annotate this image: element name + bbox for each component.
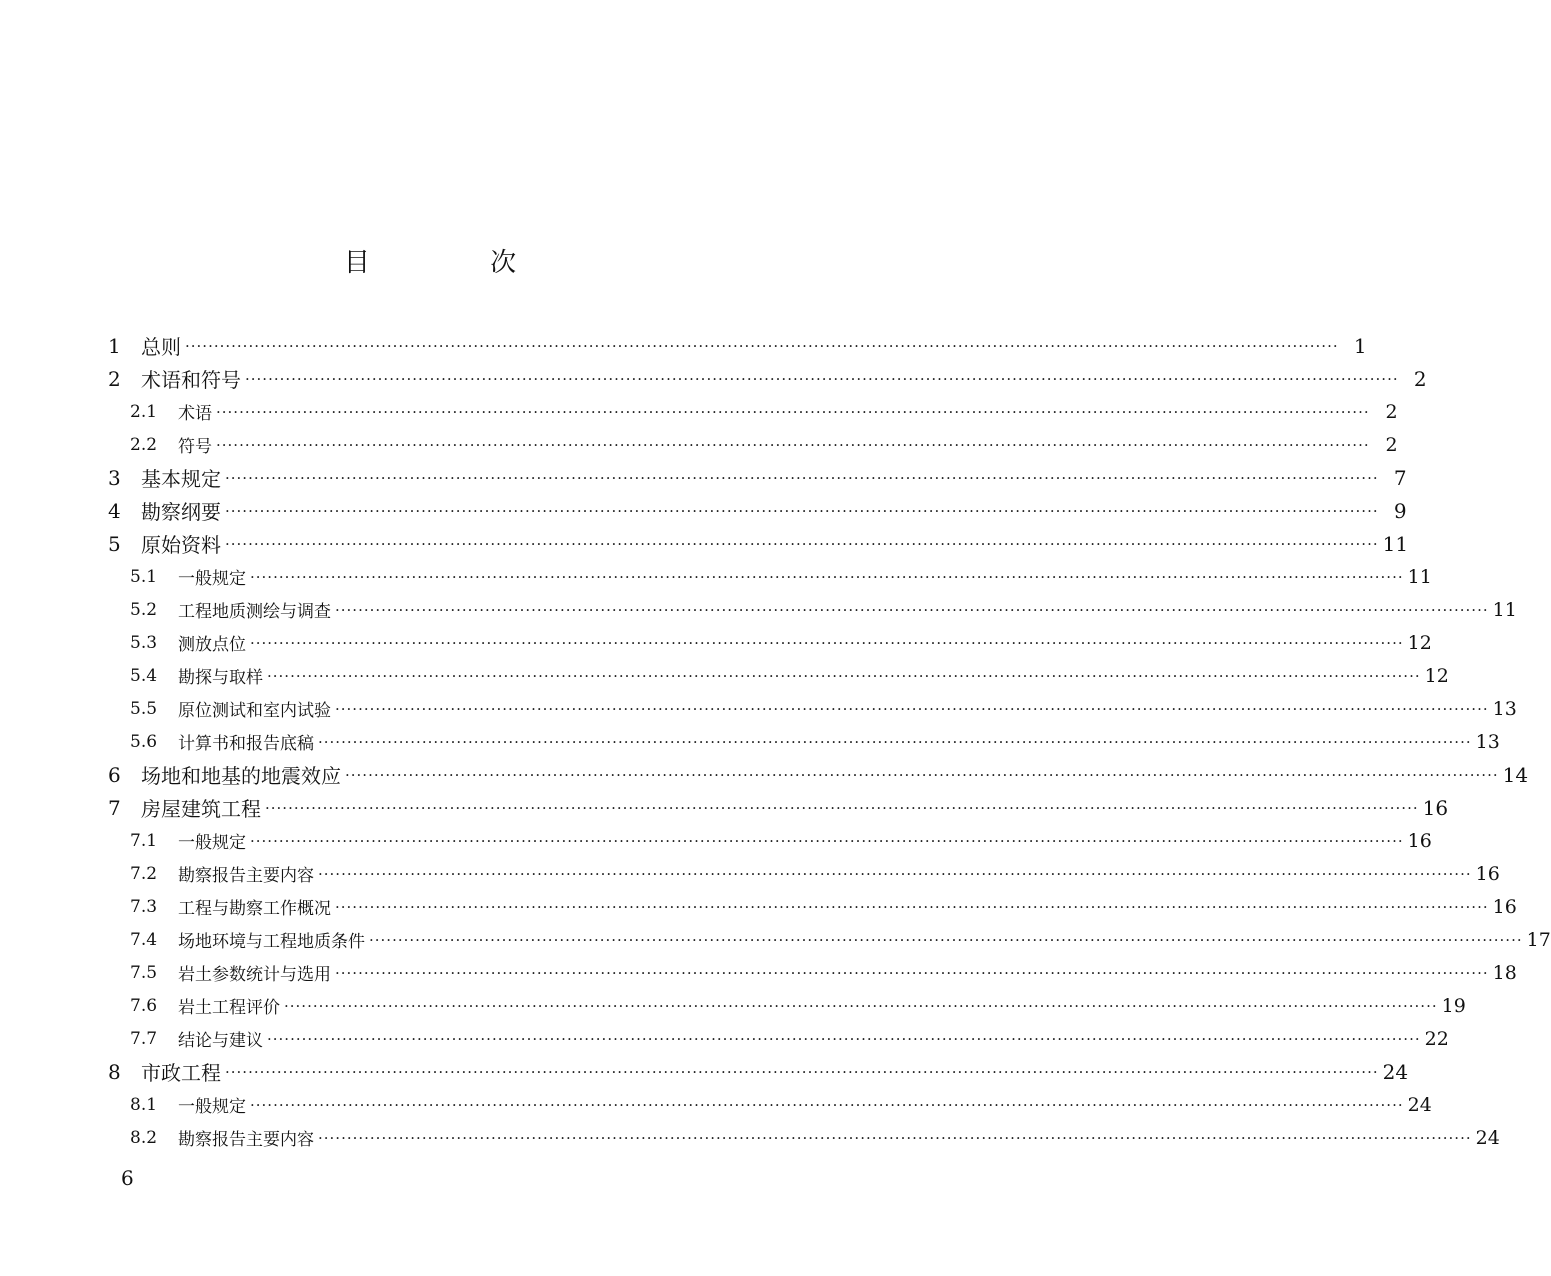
toc-entry-page: 9 (1393, 498, 1407, 523)
toc-leader-dots: ········································································································································································································ (335, 600, 1489, 619)
toc-entry-page: 24 (1407, 1093, 1432, 1116)
toc-entry-page: 16 (1492, 895, 1517, 918)
toc-entry-label: 岩土工程评价 (178, 998, 280, 1018)
toc-entry-page: 11 (1492, 598, 1517, 621)
toc-entry-label: 结论与建议 (178, 1031, 263, 1051)
toc-leader-dots: ········································································································································································································ (335, 897, 1489, 916)
toc-entry-page: 13 (1475, 730, 1500, 753)
toc-leader-dots: ········································································································································································································ (265, 798, 1419, 817)
toc-entry-label: 原始资料 (141, 533, 221, 557)
toc-entry-label: 勘察报告主要内容 (178, 866, 314, 886)
toc-entry-number: 7 (108, 795, 121, 820)
toc-title: 目 次 (343, 248, 573, 278)
toc-entry-number: 8.2 (130, 1127, 158, 1148)
toc-entry-number: 8 (108, 1059, 121, 1084)
toc-entry-label: 一般规定 (178, 569, 246, 589)
toc-entry-page: 2 (1413, 366, 1427, 391)
toc-entry-number: 5.6 (130, 731, 158, 752)
toc-entry-number: 7.6 (130, 995, 158, 1016)
toc-entry-label: 符号 (178, 437, 212, 457)
toc-entry[interactable] (108, 857, 1500, 890)
toc-entry-label: 一般规定 (178, 833, 246, 853)
toc-entry[interactable] (108, 527, 1409, 560)
toc-entry[interactable] (108, 494, 1407, 527)
toc-entry-label: 测放点位 (178, 635, 246, 655)
toc-entry-label: 原位测试和室内试验 (178, 701, 331, 721)
toc-entry[interactable] (108, 758, 1529, 791)
toc-entry-page: 22 (1424, 1027, 1449, 1050)
toc-entry-label: 术语 (178, 404, 212, 424)
toc-leader-dots: ········································································································································································································ (185, 336, 1339, 355)
toc-entry-page: 12 (1407, 631, 1432, 654)
toc-entry-number: 5 (108, 531, 121, 556)
toc-entry-label: 场地和地基的地震效应 (141, 764, 341, 788)
toc-entry[interactable] (108, 329, 1367, 362)
toc-entry-page: 16 (1407, 829, 1432, 852)
toc-entry-page: 11 (1407, 565, 1432, 588)
toc-entry-number: 5.1 (130, 566, 158, 587)
toc-entry-page: 2 (1385, 433, 1398, 456)
toc-entry[interactable] (108, 1088, 1432, 1121)
toc-entry[interactable] (108, 890, 1517, 923)
toc-entry-label: 术语和符号 (141, 368, 241, 392)
toc-leader-dots: ········································································································································································································ (216, 435, 1370, 454)
toc-entry-label: 工程地质测绘与调查 (178, 602, 331, 622)
toc-entry-number: 7.2 (130, 863, 158, 884)
toc-entry-number: 7.7 (130, 1028, 158, 1049)
toc-leader-dots: ········································································································································································································ (318, 1128, 1472, 1147)
toc-leader-dots: ········································································································································································································ (225, 1062, 1379, 1081)
toc-entry[interactable] (108, 362, 1427, 395)
page-number: 6 (121, 1166, 134, 1190)
toc-entry[interactable] (108, 461, 1407, 494)
toc-entry-number: 7.5 (130, 962, 158, 983)
toc-entry[interactable] (108, 824, 1432, 857)
toc-entry-number: 2.1 (130, 401, 158, 422)
toc-leader-dots: ········································································································································································································ (250, 1095, 1404, 1114)
toc-entry-page: 11 (1382, 531, 1409, 556)
toc-entry-page: 24 (1382, 1059, 1409, 1084)
toc-leader-dots: ········································································································································································································ (225, 534, 1379, 553)
toc-entry[interactable] (108, 593, 1517, 626)
toc-entry[interactable] (108, 659, 1449, 692)
toc-leader-dots: ········································································································································································································ (267, 666, 1421, 685)
toc-entry-number: 6 (108, 762, 121, 787)
toc-entry-number: 5.3 (130, 632, 158, 653)
toc-entry-page: 17 (1526, 928, 1551, 951)
toc-entry[interactable] (108, 626, 1432, 659)
toc-entry-label: 市政工程 (141, 1061, 221, 1085)
toc-leader-dots: ········································································································································································································ (250, 831, 1404, 850)
toc-entry-label: 基本规定 (141, 467, 221, 491)
toc-entry-page: 1 (1353, 333, 1367, 358)
toc-entry-label: 场地环境与工程地质条件 (178, 932, 365, 952)
toc-entry-label: 勘探与取样 (178, 668, 263, 688)
toc-entry-label: 勘察报告主要内容 (178, 1130, 314, 1150)
toc-leader-dots: ········································································································································································································ (369, 930, 1523, 949)
toc-entry-number: 4 (108, 498, 121, 523)
toc-entry-label: 计算书和报告底稿 (178, 734, 314, 754)
toc-leader-dots: ········································································································································································································ (225, 501, 1379, 520)
toc-entry-page: 24 (1475, 1126, 1500, 1149)
toc-entry[interactable] (108, 1022, 1449, 1055)
toc-entry-page: 18 (1492, 961, 1517, 984)
toc-entry-page: 16 (1422, 795, 1449, 820)
toc-entry-number: 5.5 (130, 698, 158, 719)
toc-leader-dots: ········································································································································································································ (335, 963, 1489, 982)
toc-leader-dots: ········································································································································································································ (267, 1029, 1421, 1048)
toc-entry[interactable] (108, 725, 1500, 758)
toc-entry-number: 1 (108, 333, 121, 358)
toc-entry-number: 5.4 (130, 665, 158, 686)
toc-entry-number: 7.1 (130, 830, 158, 851)
toc-leader-dots: ········································································································································································································ (250, 567, 1404, 586)
toc-entry-number: 2 (108, 366, 121, 391)
toc-entry-page: 19 (1441, 994, 1466, 1017)
toc-leader-dots: ········································································································································································································ (225, 468, 1379, 487)
toc-entry[interactable] (108, 956, 1517, 989)
toc-entry-label: 工程与勘察工作概况 (178, 899, 331, 919)
toc-entry-page: 14 (1502, 762, 1529, 787)
toc-entry[interactable] (108, 692, 1517, 725)
toc-entry-page: 2 (1385, 400, 1398, 423)
toc-leader-dots: ········································································································································································································ (245, 369, 1399, 388)
table-of-contents (108, 329, 1551, 1154)
toc-leader-dots: ········································································································································································································ (216, 402, 1370, 421)
toc-entry-label: 一般规定 (178, 1097, 246, 1117)
toc-entry-page: 7 (1393, 465, 1407, 490)
toc-entry-label: 房屋建筑工程 (141, 797, 261, 821)
toc-entry-number: 5.2 (130, 599, 158, 620)
toc-entry-page: 16 (1475, 862, 1500, 885)
toc-leader-dots: ········································································································································································································ (345, 765, 1499, 784)
toc-leader-dots: ········································································································································································································ (318, 864, 1472, 883)
toc-entry-number: 2.2 (130, 434, 158, 455)
toc-leader-dots: ········································································································································································································ (284, 996, 1438, 1015)
toc-entry-label: 勘察纲要 (141, 500, 221, 524)
toc-entry-number: 3 (108, 465, 121, 490)
toc-entry-page: 12 (1424, 664, 1449, 687)
toc-leader-dots: ········································································································································································································ (335, 699, 1489, 718)
toc-entry[interactable] (108, 560, 1432, 593)
toc-entry[interactable] (108, 428, 1398, 461)
toc-entry-page: 13 (1492, 697, 1517, 720)
toc-entry[interactable] (108, 791, 1449, 824)
toc-entry-label: 岩土参数统计与选用 (178, 965, 331, 985)
toc-entry[interactable] (108, 1121, 1500, 1154)
toc-entry-number: 7.3 (130, 896, 158, 917)
toc-entry-label: 总则 (141, 335, 181, 359)
toc-entry[interactable] (108, 395, 1398, 428)
toc-entry[interactable] (108, 923, 1551, 956)
toc-entry[interactable] (108, 989, 1466, 1022)
toc-leader-dots: ········································································································································································································ (250, 633, 1404, 652)
toc-entry-number: 8.1 (130, 1094, 158, 1115)
toc-entry-number: 7.4 (130, 929, 158, 950)
toc-entry[interactable] (108, 1055, 1409, 1088)
toc-leader-dots: ········································································································································································································ (318, 732, 1472, 751)
